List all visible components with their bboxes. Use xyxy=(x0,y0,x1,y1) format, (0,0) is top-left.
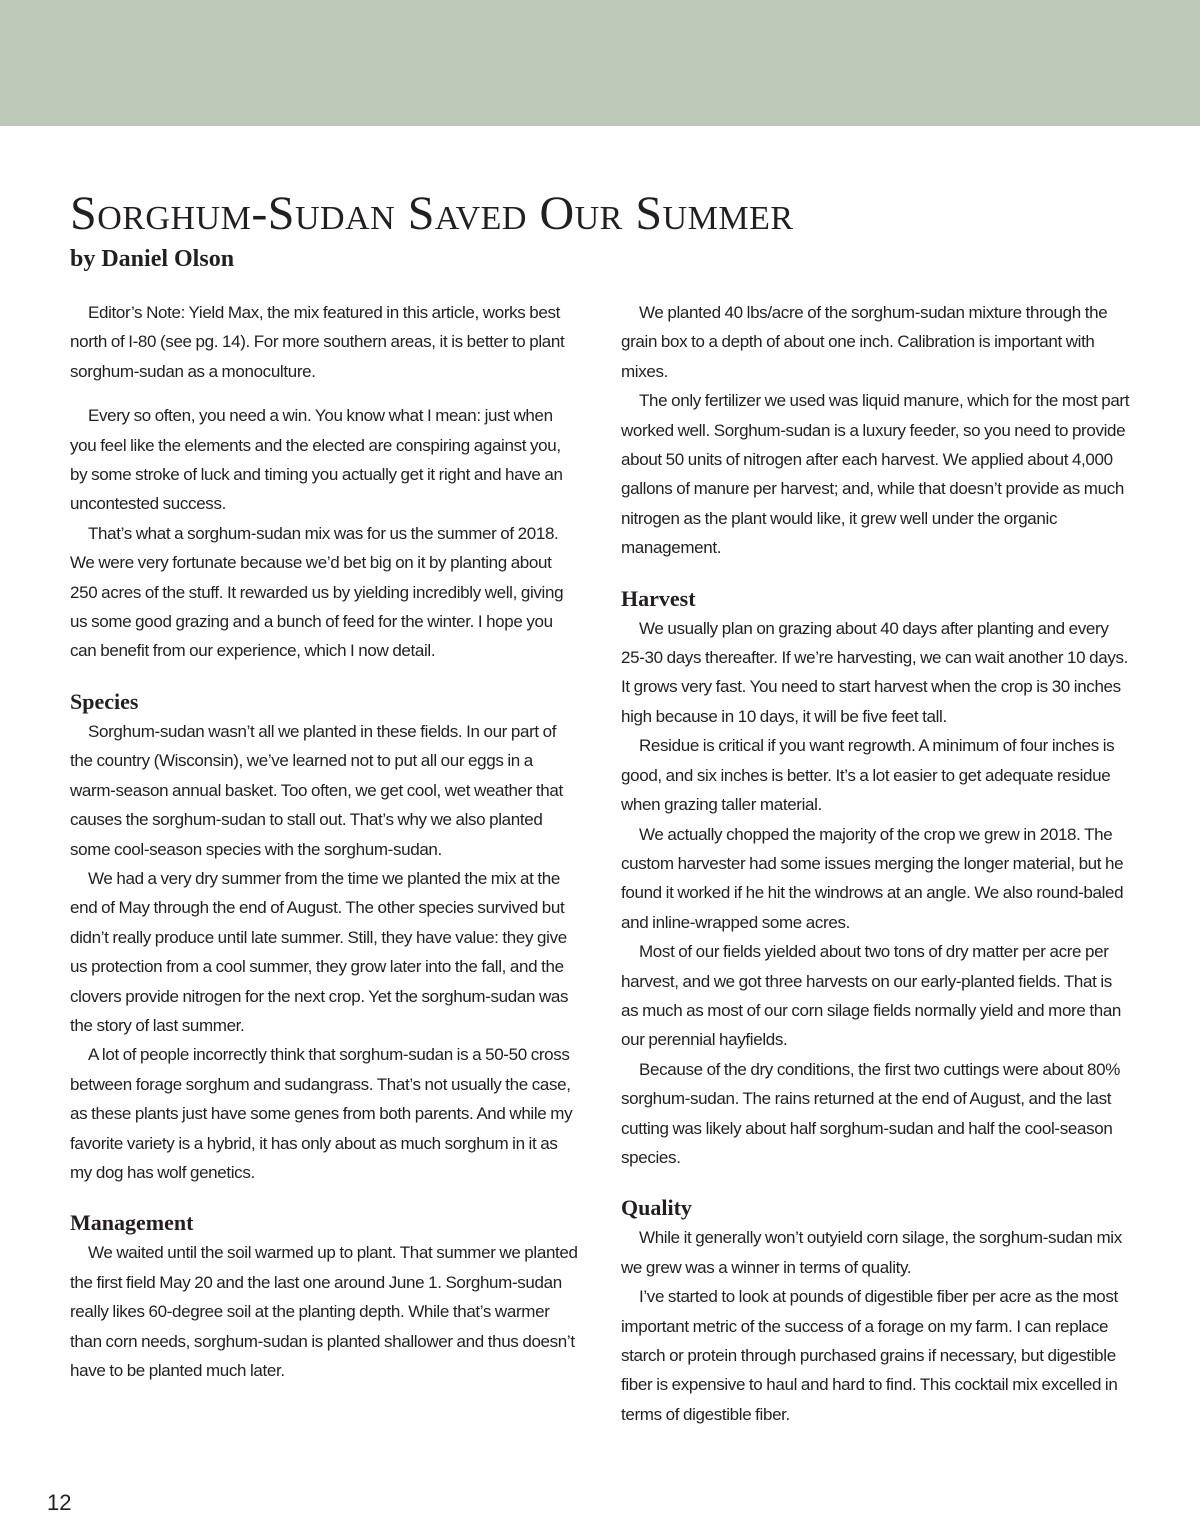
harvest-paragraph: Residue is critical if you want regrowth. A minimum of four inches is good, and six inches is better. It’s a lot easier to get adequate residue when grazing taller material. xyxy=(621,736,1115,815)
harvest-paragraph: We actually chopped the majority of the crop we grew in 2018. The custom harvester had some issues merging the longer material, but he found it worked if he hit the windrows at an angle. We also round-baled and inline-wrapped some acres. xyxy=(621,824,1124,932)
intro-paragraph: That’s what a sorghum-sudan mix was for us the summer of 2018. We were very fortunate because we’d bet big on it by planting about 250 acres of the stuff. It rewarded us by yielding incredibly well, giving us some good grazing and a bunch of feed for the winter. I hope you can benefit from our experience, which I now detail. xyxy=(70,523,564,661)
section-heading-management: Management xyxy=(70,1210,194,1236)
management-paragraph: We waited until the soil warmed up to plant. That summer we planted the first field May 20 and the last one around June 1. Sorghum-sudan really likes 60-degree soil at the planting depth. While that’s warmer than corn needs, sorghum-sudan is planted shallower and thus doesn’t have to be planted much later. xyxy=(70,1243,578,1380)
species-paragraph: A lot of people incorrectly think that sorghum-sudan is a 50-50 cross between forage sorghum and sudangrass. That’s not usually the case, as these plants just have some genes from both parents. And while my favorite variety is a hybrid, it has only about as much sorghum in it as my dog has wolf genetics. xyxy=(70,1045,573,1182)
article-title: Sorghum-Sudan Saved Our Summer xyxy=(70,187,794,240)
quality-paragraph: I’ve started to look at pounds of digestible fiber per acre as the most important metric of the success of a forage on my farm. I can replace starch or protein through purchased grains if necessary, but digestible fiber is expensive to haul and hard to find. This cocktail mix excelled in terms of digestible fiber. xyxy=(621,1287,1118,1424)
quality-paragraph: While it generally won’t outyield corn silage, the sorghum-sudan mix we grew was a winner in terms of quality. xyxy=(621,1228,1122,1277)
header-color-band xyxy=(0,0,1200,126)
harvest-paragraph: Because of the dry conditions, the first two cuttings were about 80% sorghum-sudan. The rains returned at the end of August, and the last cutting was likely about half sorghum-sudan and half the cool-season species. xyxy=(621,1059,1120,1167)
intro-paragraph: Every so often, you need a win. You know what I mean: just when you feel like the elements and the elected are conspiring against you, by some stroke of luck and timing you actually get it right and have an uncontested success. xyxy=(70,406,563,514)
right-column xyxy=(621,298,1131,1429)
section-heading-species: Species xyxy=(70,688,139,714)
left-column xyxy=(70,298,580,1385)
section-heading-harvest: Harvest xyxy=(621,585,696,611)
article-byline: by Daniel Olson xyxy=(70,246,235,272)
species-paragraph: We had a very dry summer from the time we planted the mix at the end of May through the end of August. The other species survived but didn’t really produce until late summer. Still, they have value: they give us protection from a cool summer, they grow later into the fall, and the clovers provide nitrogen for the next crop. Yet the sorghum-sudan was the story of last summer. xyxy=(70,868,569,1035)
harvest-paragraph: Most of our fields yielded about two tons of dry matter per acre per harvest, and we got three harvests on our early-planted fields. That is as much as most of our corn silage fields normally yield and more than our perennial hayfields. xyxy=(621,942,1122,1050)
planting-paragraph: The only fertilizer we used was liquid manure, which for the most part worked well. Sorghum-sudan is a luxury feeder, so you need to provide about 50 units of nitrogen after each harvest. We applied about 4,000 gallons of manure per harvest; and, while that doesn’t provide as much nitrogen as the plant would like, it grew well under the organic management. xyxy=(621,391,1130,558)
harvest-paragraph: We usually plan on grazing about 40 days after planting and every 25-30 days thereafter. If we’re harvesting, we can wait another 10 days. It grows very fast. You need to start harvest when the crop is 30 inches high because in 10 days, it will be five feet tall. xyxy=(621,618,1128,726)
planting-paragraph: We planted 40 lbs/acre of the sorghum-sudan mixture through the grain box to a depth of about one inch. Calibration is important with mixes. xyxy=(621,303,1108,381)
section-heading-quality: Quality xyxy=(621,1195,692,1221)
editors-note: Editor’s Note: Yield Max, the mix featured in this article, works best north of I-80 (see pg. 14). For more southern areas, it is better to plant sorghum-sudan as a monoculture. xyxy=(70,303,565,381)
page-number: 12 xyxy=(47,1490,72,1515)
species-paragraph: Sorghum-sudan wasn’t all we planted in these fields. In our part of the country (Wisconsin), we’ve learned not to put all our eggs in a warm-season annual basket. Too often, we get cool, wet weather that causes the sorghum-sudan to stall out. That’s why we also planted some cool-season species with the sorghum-sudan. xyxy=(70,721,563,859)
